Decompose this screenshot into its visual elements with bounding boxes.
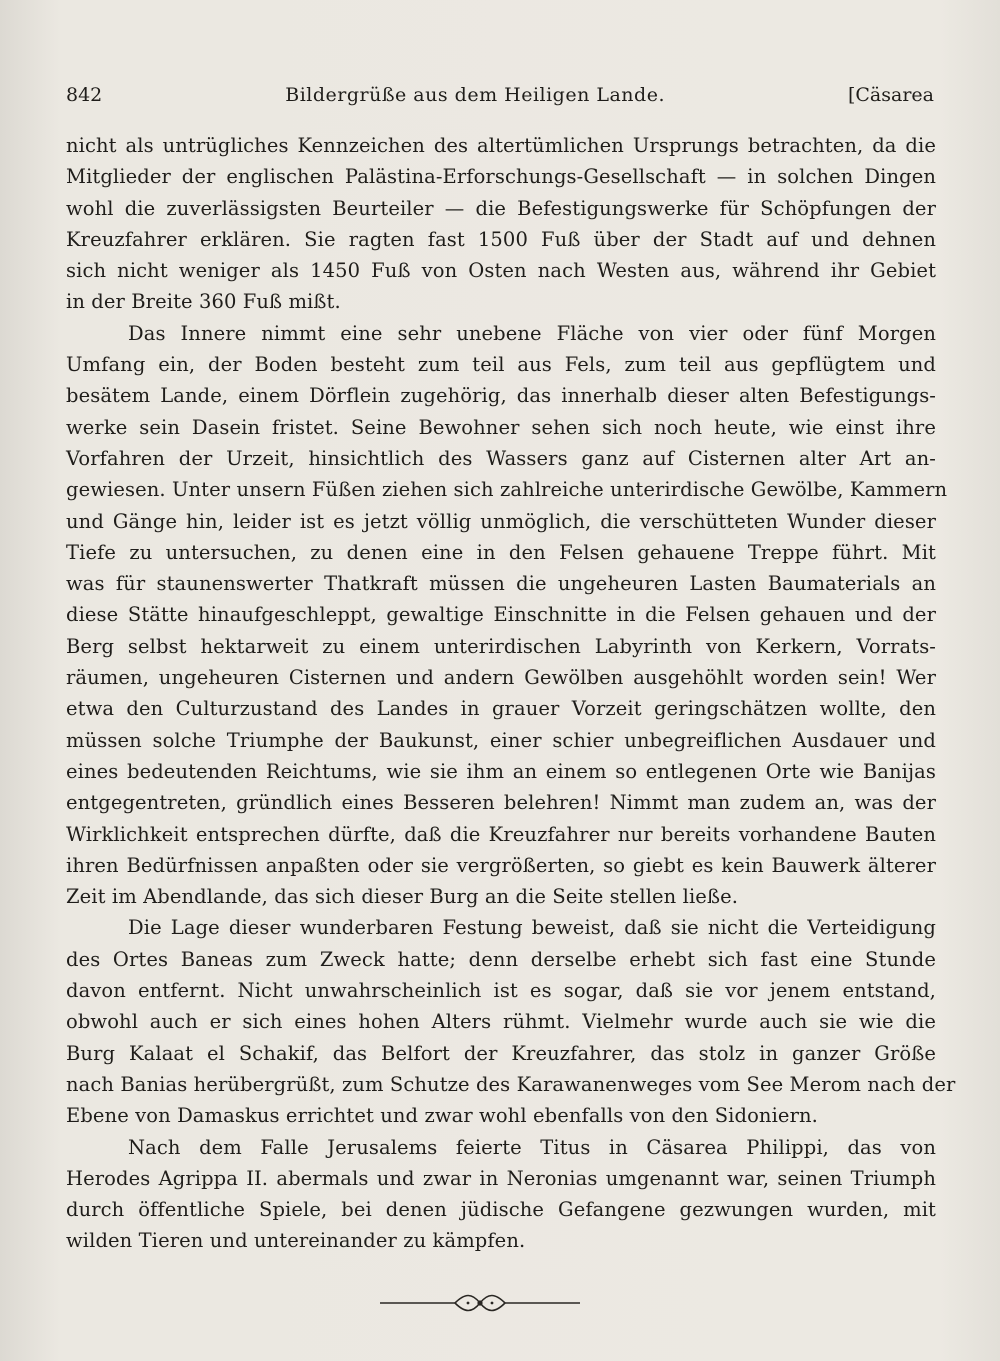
text-line: besätem Lande, einem Dörflein zugehörig, das innerhalb dieser alten Befestigungs- — [66, 384, 936, 408]
text-line: wilden Tieren und untereinander zu kämpfen. — [66, 1229, 526, 1253]
text-line: Mitglieder der englischen Palästina-Erforschungs-Gesellschaft — in solchen Dingen — [66, 165, 936, 189]
text-line: Umfang ein, der Boden besteht zum teil aus Fels, zum teil aus gepflügtem und — [66, 353, 936, 377]
text-line: Ebene von Damaskus errichtet und zwar wohl ebenfalls von den Sidoniern. — [66, 1104, 818, 1128]
text-line: Nach dem Falle Jerusalems feierte Titus in Cäsarea Philippi, das von — [128, 1135, 936, 1159]
text-line: Die Lage dieser wunderbaren Festung beweist, daß sie nicht die Verteidigung — [128, 916, 936, 940]
text-line: nach Banias herübergrüßt, zum Schutze des Karawanenweges vom See Merom nach der — [66, 1072, 956, 1096]
text-line: des Ortes Baneas zum Zweck hatte; denn derselbe erhebt sich fast eine Stunde — [66, 947, 936, 971]
text-line: und Gänge hin, leider ist es jetzt völlig unmöglich, die verschütteten Wunder dieser — [66, 509, 936, 533]
text-line: Berg selbst hektarweit zu einem unterirdischen Labyrinth von Kerkern, Vorrats- — [66, 634, 936, 658]
text-line: eines bedeutenden Reichtums, wie sie ihm an einem so entlegenen Orte wie Banijas — [66, 759, 936, 783]
text-line: räumen, ungeheuren Cisternen und andern Gewölben ausgehöhlt worden sein! Wer — [66, 666, 936, 690]
text-line: davon entfernt. Nicht unwahrscheinlich ist es sogar, daß sie vor jenem entstand, — [66, 979, 936, 1003]
text-line: gewiesen. Unter unsern Füßen ziehen sich zahlreiche unterirdische Gewölbe, Kammern — [66, 478, 948, 502]
text-line: müssen solche Triumphe der Baukunst, einer schier unbegreiflichen Ausdauer und — [66, 728, 936, 752]
paragraph — [66, 1132, 936, 1257]
text-line: obwohl auch er sich eines hohen Alters rühmt. Vielmehr wurde auch sie wie die — [66, 1010, 936, 1034]
text-line: ihren Bedürfnissen anpaßten oder sie vergrößerten, so giebt es kein Bauwerk älterer — [66, 853, 936, 877]
text-line: durch öffentliche Spiele, bei denen jüdische Gefangene gezwungen wurden, mit — [66, 1198, 936, 1222]
section-tag: [Cäsarea — [847, 84, 934, 106]
text-line: Tiefe zu untersuchen, zu denen eine in den Felsen gehauene Treppe führt. Mit — [66, 540, 936, 564]
text-line: Herodes Agrippa II. abermals und zwar in Neronias umgenannt war, seinen Triumph — [66, 1166, 936, 1190]
text-line: in der Breite 360 Fuß mißt. — [66, 290, 341, 314]
page-number: 842 — [66, 84, 103, 106]
text-line: wohl die zuverlässigsten Beurteiler — die Befestigungswerke für Schöpfungen der — [66, 196, 936, 220]
body-text — [66, 130, 956, 1257]
text-line: etwa den Culturzustand des Landes in grauer Vorzeit geringschätzen wollte, den — [66, 697, 936, 721]
paragraph — [66, 130, 936, 318]
text-line: was für staunenswerter Thatkraft müssen die ungeheuren Lasten Baumaterials an — [66, 572, 936, 596]
text-line: Vorfahren der Urzeit, hinsichtlich des Wassers ganz auf Cisternen alter Art an- — [66, 446, 936, 470]
text-line: Zeit im Abendlande, das sich dieser Burg an die Seite stellen ließe. — [66, 885, 739, 909]
page-header — [66, 80, 934, 110]
paragraph — [66, 318, 948, 913]
text-line: entgegentreten, gründlich eines Besseren belehren! Nimmt man zudem an, was der — [66, 791, 936, 815]
text-line: werke sein Dasein fristet. Seine Bewohner sehen sich noch heute, wie einst ihre — [66, 415, 936, 439]
text-line: sich nicht weniger als 1450 Fuß von Osten nach Westen aus, während ihr Gebiet — [66, 259, 936, 283]
text-line: Wirklichkeit entsprechen dürfte, daß die Kreuzfahrer nur bereits vorhandene Bauten — [66, 822, 936, 846]
text-line: diese Stätte hinaufgeschleppt, gewaltige Einschnitte in die Felsen gehauen und der — [66, 603, 936, 627]
paragraph — [66, 912, 956, 1131]
end-ornament-icon — [380, 1288, 580, 1318]
running-title: Bildergrüße aus dem Heiligen Lande. — [285, 84, 665, 106]
text-line: nicht als untrügliches Kennzeichen des altertümlichen Ursprungs betrachten, da die — [66, 134, 936, 157]
text-line: Das Innere nimmt eine sehr unebene Fläche von vier oder fünf Morgen — [128, 321, 936, 345]
text-line: Burg Kalaat el Schakif, das Belfort der Kreuzfahrer, das stolz in ganzer Größe — [66, 1041, 936, 1065]
text-line: Kreuzfahrer erklären. Sie ragten fast 1500 Fuß über der Stadt auf und dehnen — [66, 227, 936, 251]
